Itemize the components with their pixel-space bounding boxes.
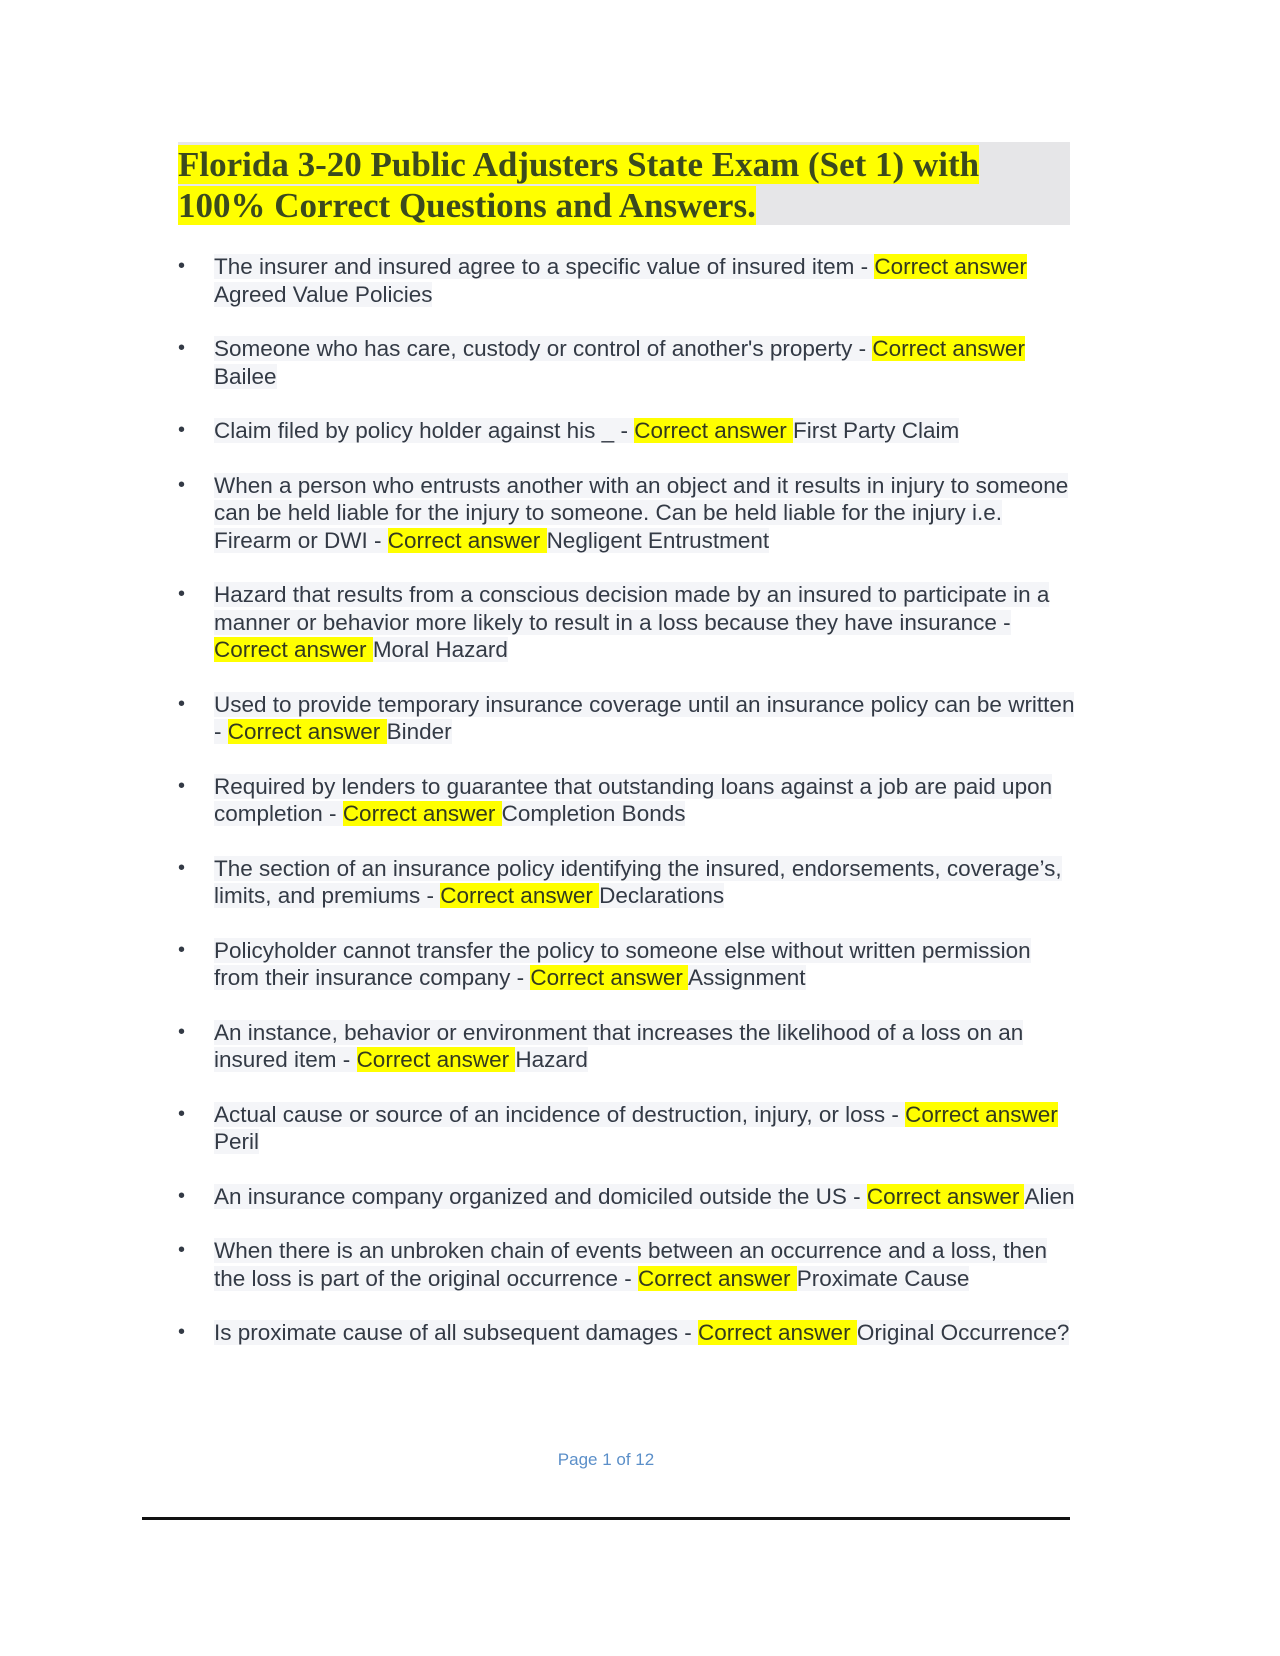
qa-text <box>214 1238 1047 1291</box>
question: Someone who has care, custody or control of another's property - <box>214 336 873 361</box>
bullet-icon: • <box>178 583 186 605</box>
answer: Assignment <box>687 965 806 990</box>
bullet-icon: • <box>178 1321 186 1343</box>
question: The insurer and insured agree to a specific value of insured item - <box>214 254 875 279</box>
list-item <box>178 581 1078 664</box>
qa-text <box>214 418 959 443</box>
question: Required by lenders to guarantee that outstanding loans against a job are paid upon completion - <box>214 773 1053 826</box>
correct-answer-label: Correct answer <box>905 1101 1058 1127</box>
question: When there is an unbroken chain of events between an occurrence and a loss, then the loss is part of the original occurrence - <box>214 1238 1048 1291</box>
bullet-icon: • <box>178 473 186 496</box>
correct-answer-label: Correct answer <box>214 637 367 662</box>
list-item <box>178 472 1078 555</box>
question: Actual cause or source of an incidence of destruction, injury, or loss - <box>214 1101 906 1127</box>
qa-text <box>214 774 1052 827</box>
question: Used to provide temporary insurance coverage until an insurance policy can be written - <box>214 691 1075 744</box>
correct-answer-label: Correct answer <box>637 1265 791 1291</box>
question: Claim filed by policy holder against his _ - <box>214 418 635 443</box>
bullet-icon: • <box>178 1184 186 1207</box>
bullet-icon: • <box>178 692 186 715</box>
correct-answer-label: Correct answer <box>342 801 496 826</box>
title-text: Florida 3-20 Public Adjusters State Exam (Set 1) with 100% Correct Questions and Answers. <box>178 145 980 225</box>
qa-text <box>214 1102 1058 1155</box>
question: An instance, behavior or environment that increases the likelihood of a loss on an insured item - <box>214 1019 1024 1072</box>
bullet-icon: • <box>178 938 186 961</box>
bullet-icon: • <box>178 419 186 441</box>
answer: Negligent Entrustment <box>546 527 770 553</box>
answer: Proximate Cause <box>796 1265 970 1291</box>
qa-text <box>214 1184 1074 1209</box>
answer: Declarations <box>599 883 725 908</box>
answer: Bailee <box>214 363 277 389</box>
answer: Completion Bonds <box>501 801 686 826</box>
correct-answer-label: Correct answer <box>698 1320 851 1345</box>
list-item <box>178 691 1078 746</box>
question: When a person who entrusts another with an object and it results in injury to someone can be held liable for the injury to someone. Can be held liable for the injury i.e. Firearm or DWI - <box>214 472 1069 553</box>
qa-text <box>214 254 1027 307</box>
list-item <box>178 1237 1078 1292</box>
correct-answer-label: Correct answer <box>874 254 1027 279</box>
page-number: Page 1 of 12 <box>557 1450 655 1469</box>
answer: First Party Claim <box>793 418 960 443</box>
question: Policyholder cannot transfer the policy to someone else without written permission from their insurance company - <box>214 937 1031 990</box>
question: An insurance company organized and domiciled outside the US - <box>214 1183 867 1209</box>
answer: Hazard <box>515 1047 588 1072</box>
bullet-icon: • <box>178 255 186 277</box>
qa-list <box>178 253 1078 1374</box>
document-title <box>178 144 1038 226</box>
list-item <box>178 1183 1078 1211</box>
list-item <box>178 855 1078 910</box>
qa-text <box>214 582 1049 662</box>
correct-answer-label: Correct answer <box>634 418 787 443</box>
correct-answer-label: Correct answer <box>530 965 683 990</box>
footer-rule <box>142 1517 1070 1520</box>
qa-text <box>214 856 1062 909</box>
bullet-icon: • <box>178 856 186 879</box>
correct-answer-label: Correct answer <box>356 1047 510 1072</box>
question: The section of an insurance policy identifying the insured, endorsements, coverage’s, limits, and premiums - <box>214 855 1062 908</box>
list-item <box>178 937 1078 992</box>
answer: Binder <box>386 719 452 744</box>
list-item <box>178 253 1078 308</box>
answer: Moral Hazard <box>372 637 508 662</box>
answer: Original Occurrence? <box>856 1320 1070 1345</box>
question: Is proximate cause of all subsequent damages - <box>214 1320 699 1345</box>
bullet-icon: • <box>178 1239 186 1261</box>
correct-answer-label: Correct answer <box>866 1183 1020 1209</box>
qa-text <box>214 473 1068 553</box>
bullet-icon: • <box>178 1020 186 1043</box>
bullet-icon: • <box>178 774 186 797</box>
answer: Peril <box>214 1129 260 1154</box>
correct-answer-label: Correct answer <box>872 336 1025 361</box>
correct-answer-label: Correct answer <box>387 527 541 553</box>
list-item <box>178 1101 1078 1156</box>
question: Hazard that results from a conscious decision made by an insured to participate in a manner or behavior more likely to result in a loss because they have insurance - <box>214 582 1050 635</box>
bullet-icon: • <box>178 337 186 359</box>
list-item <box>178 417 1078 445</box>
qa-text <box>214 692 1074 745</box>
list-item <box>178 1319 1078 1347</box>
qa-text <box>214 1020 1023 1073</box>
correct-answer-label: Correct answer <box>440 883 593 908</box>
qa-text <box>214 938 1031 991</box>
list-item <box>178 1019 1078 1074</box>
qa-text <box>214 1320 1069 1345</box>
answer: Agreed Value Policies <box>214 281 433 307</box>
bullet-icon: • <box>178 1102 186 1125</box>
list-item <box>178 335 1078 390</box>
qa-text <box>214 336 1025 389</box>
answer: Alien <box>1024 1183 1075 1209</box>
list-item <box>178 773 1078 828</box>
correct-answer-label: Correct answer <box>227 719 381 744</box>
